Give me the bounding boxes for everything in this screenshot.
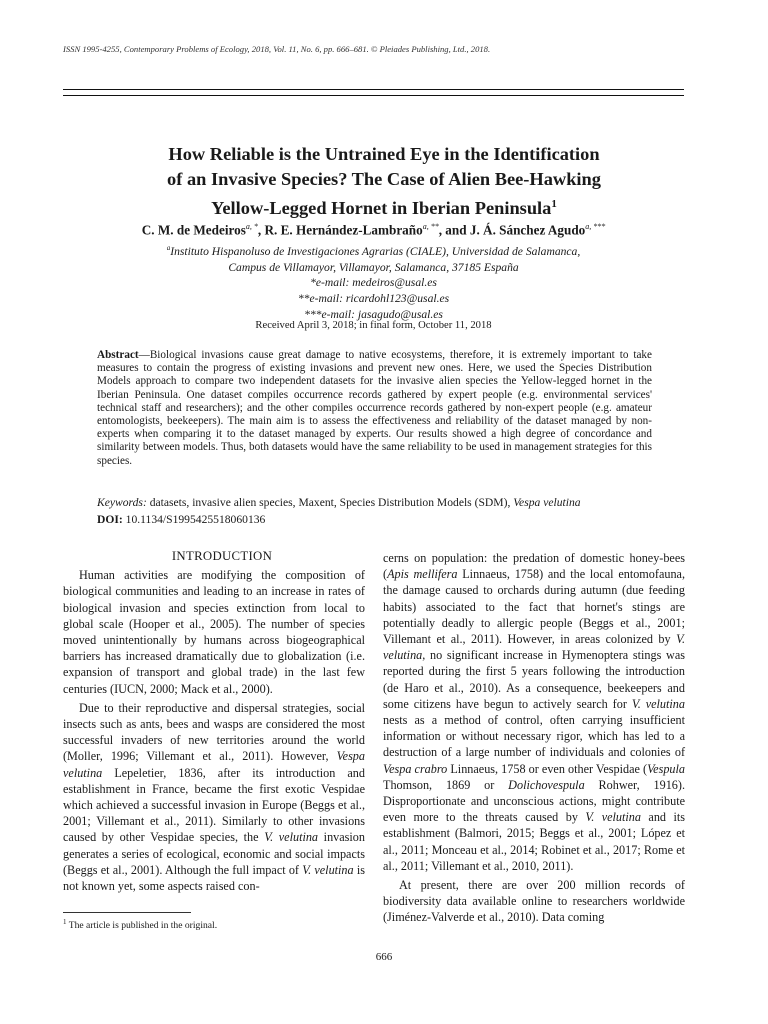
email-1: *e-mail: medeiros@usal.es xyxy=(310,276,437,290)
affiliation-line-1 xyxy=(63,241,684,260)
footnote-text: The article is published in the original. xyxy=(66,920,218,932)
doi-value: 10.1134/S1995425518060136 xyxy=(122,513,266,526)
author-2: R. E. Hernández-Lambraño xyxy=(264,222,423,238)
species-name: V. velutina xyxy=(264,830,319,845)
journal-citation-line: ISSN 1995-4255, Contemporary Problems of Ecology, 2018, Vol. 11, No. 6, pp. 666–681. © Pleiades Publishing, Ltd., 2018. xyxy=(63,44,491,54)
author-list xyxy=(63,222,684,238)
species-name: V. velutina xyxy=(302,862,354,877)
section-heading-introduction: INTRODUCTION xyxy=(171,549,273,563)
title-line-3 xyxy=(84,192,684,221)
text-span: Due to their reproductive and dispersal strategies, social insects such as ants, bees and wasps are considered the most successful invaders of new territories around the world (Moller, 1996; Villemant et al., 2011). However, xyxy=(63,700,365,764)
author-3: J. Á. Sánchez Agudo xyxy=(469,222,586,238)
affiliation-line-2: Campus de Villamayor, Villamayor, Salamanca, 37185 España xyxy=(228,260,519,274)
text-span: nests as a method of control, often carrying insufficient information or without necessary rigor, which has led to a destruction of a large number of individuals and colonies of xyxy=(383,713,685,760)
received-dates: Received April 3, 2018; in final form, October 11, 2018 xyxy=(255,320,492,331)
body-column-left xyxy=(63,548,365,894)
footnote-mark: 1 xyxy=(63,918,67,926)
species-name: Apis mellifera xyxy=(387,567,458,582)
doi xyxy=(97,513,265,526)
keywords-text: datasets, invasive alien species, Maxent, Species Distribution Models (SDM), xyxy=(146,496,514,509)
header-rule-thin xyxy=(63,95,684,96)
footnote xyxy=(63,918,217,931)
species-name: Vespa crabro xyxy=(383,761,448,776)
species-name: Vespula xyxy=(647,761,685,776)
text-span: , no significant increase in Hymenoptera stings was reported during the first 5 years following the introduction (de Haro et al., 2010). As a consequence, beekeepers and some citizens have begun to actively search for xyxy=(383,648,685,711)
page-number: 666 xyxy=(375,951,393,963)
affiliation-block xyxy=(63,241,684,323)
keywords xyxy=(97,494,657,511)
article-title xyxy=(84,142,684,221)
text-span: cerns on population: the predation of domestic honey-bees ( xyxy=(383,551,685,582)
affiliation-mark: a xyxy=(166,244,171,252)
email-3: ***e-mail: jasagudo@usal.es xyxy=(304,308,443,322)
body-column-right xyxy=(383,550,685,926)
abstract-label: Abstract xyxy=(97,349,139,361)
paragraph-left-2 xyxy=(63,700,365,894)
author-2-affil: a, ** xyxy=(422,222,439,231)
text-span: Thomson, 1869 or xyxy=(383,777,509,792)
text-span: Rohwer, 1916). Disproportionate and unconscious actions, might contribute even more to the threats caused by xyxy=(383,777,685,825)
paragraph-right-1 xyxy=(383,550,685,874)
species-name: V. velutina xyxy=(585,810,641,825)
title-line-2: of an Invasive Species? The Case of Alien Bee-Hawking xyxy=(167,169,601,189)
author-separator-2: , and xyxy=(438,222,470,238)
abstract-text: —Biological invasions cause great damage to native ecosystems, therefore, it is extremely important to take measures to contain the progress of existing invasions and prevent new ones. Here, we used the Species Distribution Models approach to compare two independent datasets for the invasive alien species the Yellow-legged hornet in the Iberian Peninsula. One dataset compiles occurrence records gathered by expert people (e.g. environmental services' technical staff and researchers); and the other compiles occurrence records gathered by non-expert people (e.g. amateur entomologists, beekeepers). The main aim is to assess the effectiveness and reliability of the dataset managed by non-experts when comparing it to the dataset managed by experts. Our results showed a high degree of concordance and similarity between models. Thus, both datasets would have the same reliability to be used in management strategies for this species. xyxy=(97,349,652,467)
text-span: and its establishment (Balmori, 2015; Beggs et al., 2001; López et al., 2011; Monceau et al., 2014; Robinet et al., 2017; Rome et al., 2011; Villemant et al., 2010, 2011). xyxy=(383,810,685,873)
text-span: is not known yet, some aspects raised con- xyxy=(63,862,365,894)
abstract xyxy=(97,349,652,468)
title-line-3-text: Yellow-Legged Hornet in Iberian Peninsula xyxy=(211,198,552,219)
paragraph-left-1: Human activities are modifying the composition of biological communities and leading to an increase in rates of biological invasion and species extinction from local to global scale (Hooper et al., 2005). The number of species moved unintentionally by humans across biogeographical barriers has increased dramatically due to globalization (i.e. expansion of transport and global trade) in the last few centuries (IUCN, 2000; Mack et al., 2000). xyxy=(63,568,365,696)
species-name: V. velutina xyxy=(383,632,685,663)
keywords-label: Keywords: xyxy=(97,496,147,509)
species-name: V. velutina xyxy=(631,696,685,711)
text-span: Linnaeus, 1758) and the local entomofauna, the damage caused to orchards during autumn (due feeding habits) associated to the fact that hornet's stings are potentially deadly to allergic people (Beggs et al., 2001; Villemant et al., 2011). However, in areas colonized by xyxy=(383,567,685,647)
email-2: **e-mail: ricardohl123@usal.es xyxy=(297,292,450,306)
author-1: C. M. de Medeiros xyxy=(141,222,246,238)
title-footnote-mark: 1 xyxy=(551,198,557,210)
title-line-1: How Reliable is the Untrained Eye in the Identification xyxy=(168,144,600,164)
paragraph-right-2: At present, there are over 200 million records of biodiversity data available online to researchers worldwide (Jiménez-Valverde et al., 2010). Data coming xyxy=(383,878,685,925)
text-span: invasion generates a series of ecological, economic and social impacts (Beggs et al., 2001). Although the full impact of xyxy=(63,830,365,877)
author-separator-1: , xyxy=(257,222,265,238)
keywords-species: Vespa velutina xyxy=(513,496,581,509)
author-1-affil: a, * xyxy=(245,222,258,231)
affiliation-institute: Instituto Hispanoluso de Investigaciones Agrarias (CIALE), Universidad de Salamanca, xyxy=(170,244,581,258)
species-name: Dolichovespula xyxy=(508,777,585,792)
species-name: Vespa velutina xyxy=(63,749,365,780)
doi-label: DOI: xyxy=(97,513,123,526)
header-rule xyxy=(63,89,684,90)
text-span: Lepeletier, 1836, after its introduction and establishment in France, became the first exotic Vespidae which achieved a successful invasion in Europe (Beggs et al., 2001; Villemant et al., 2011). Similarly to other invasions caused by other Vespidae species, the xyxy=(63,765,365,845)
author-3-affil: a, *** xyxy=(585,222,606,231)
text-span: Linnaeus, 1758 or even other Vespidae ( xyxy=(447,761,648,776)
footnote-rule xyxy=(63,912,191,913)
